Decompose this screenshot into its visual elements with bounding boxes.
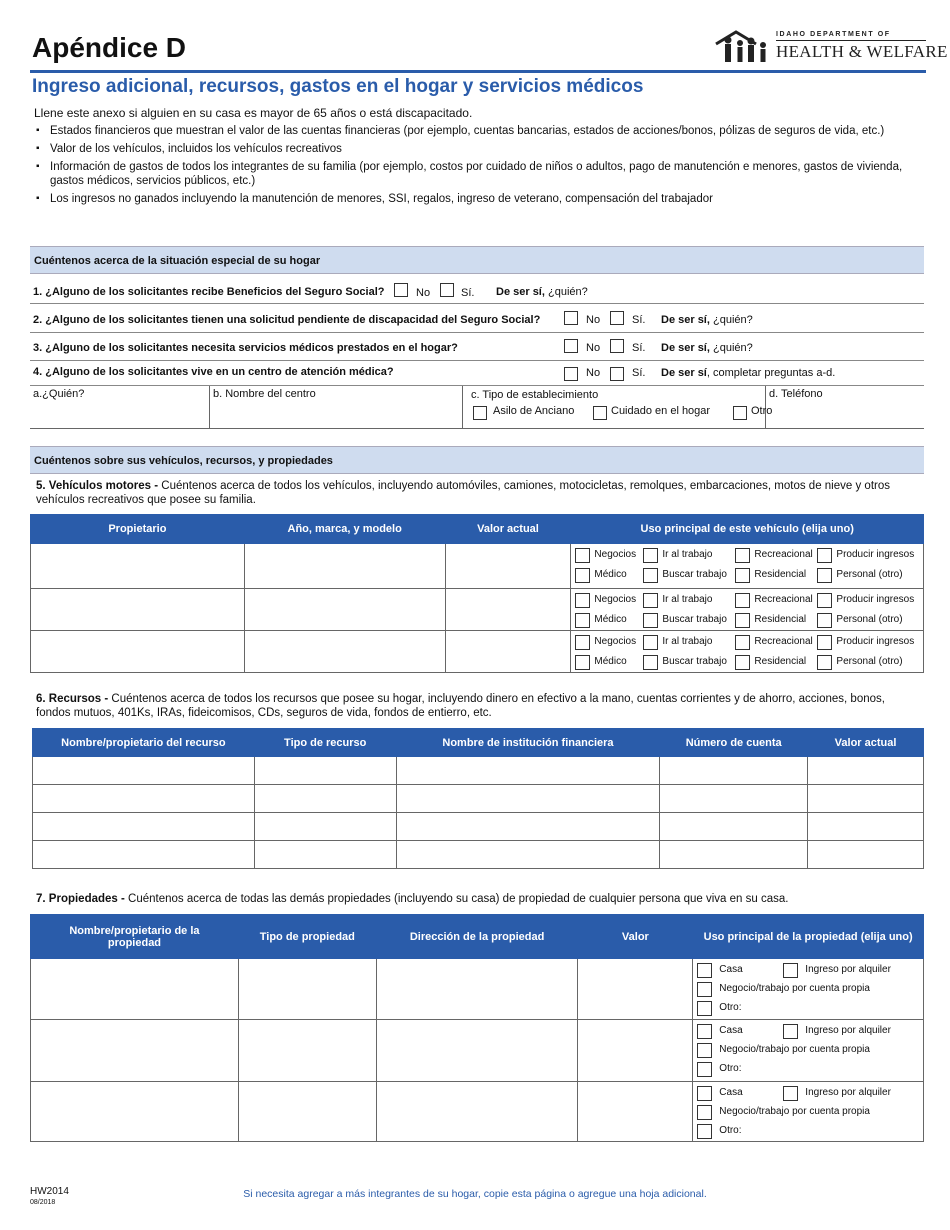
property-address-cell[interactable] (376, 1082, 578, 1142)
question-6-text (36, 692, 920, 720)
resource-row (33, 813, 924, 841)
property-use-label: Negocio/trabajo por cuenta propia (719, 1044, 870, 1055)
q1-no-label: No (416, 287, 431, 299)
bullet-item: ▪ Los ingresos no ganados incluyendo la manutención de menores, SSI, regalos, ingreso de veterano, compensación del trabajador (34, 192, 924, 206)
question-3-row (30, 333, 924, 361)
vehicle-use-label: Recreacional (754, 549, 813, 560)
facility-other-label: Otro (751, 405, 773, 417)
vehicles-header-row (31, 515, 924, 544)
q2-yes-label: Sí. (632, 314, 646, 326)
vehicle-use-label: Personal (otro) (836, 569, 903, 580)
vehicle-row (31, 631, 924, 673)
property-use-cell (693, 959, 924, 1020)
vehicle-use-options (571, 631, 923, 671)
vehicle-use-label: Negocios (594, 636, 637, 647)
facility-other-checkbox[interactable] (733, 406, 747, 420)
resource-cell[interactable] (808, 813, 924, 841)
q3-yes-label: Sí. (632, 342, 646, 354)
q2-no-label: No (586, 314, 601, 326)
vehicle-use-options (571, 589, 923, 629)
vehicle-use-label: Residencial (754, 569, 807, 580)
facility-details-row (30, 386, 924, 429)
vehicle-use-checkbox[interactable] (735, 593, 750, 608)
property-row (31, 959, 924, 1020)
vehicle-use-label: Recreacional (754, 594, 813, 605)
intro-text: Llene este anexo si alguien en su casa es mayor de 65 años o está discapacitado. (34, 106, 473, 120)
resource-cell[interactable] (660, 757, 808, 785)
property-use-checkbox[interactable] (783, 1086, 798, 1101)
intro-bullets (34, 124, 924, 210)
resources-table (32, 728, 924, 869)
property-owner-cell[interactable] (31, 959, 239, 1020)
resource-cell[interactable] (254, 785, 396, 813)
vehicle-value-cell[interactable] (445, 544, 571, 589)
vehicle-use-label: Médico (594, 656, 627, 667)
q1-no-checkbox[interactable] (394, 283, 408, 297)
q4-no-label: No (586, 367, 601, 379)
vehicles-col-value: Valor actual (445, 515, 571, 544)
q4-followup (661, 367, 835, 379)
resource-cell[interactable] (33, 813, 255, 841)
vehicle-row (31, 589, 924, 631)
footer-note: Si necesita agregar a más integrantes de su hogar, copie esta página o agregue una hoja adicional. (243, 1188, 707, 1200)
question-5-text (36, 479, 916, 507)
resource-cell[interactable] (254, 841, 396, 869)
vehicle-owner-cell[interactable] (31, 544, 245, 589)
question-2: 2. ¿Alguno de los solicitantes tienen una solicitud pendiente de discapacidad del Seguro Social? (33, 314, 541, 326)
header-rule (30, 70, 926, 73)
resource-cell[interactable] (396, 785, 660, 813)
family-icon (714, 28, 774, 64)
q1-followup (496, 286, 588, 298)
vehicle-use-label: Ir al trabajo (662, 549, 713, 560)
logo-agency-text: HEALTH & WELFARE (776, 42, 948, 61)
vehicles-col-use: Uso principal de este vehículo (elija uno) (571, 515, 924, 544)
property-use-label: Otro: (719, 1002, 742, 1013)
idhw-logo (714, 28, 948, 64)
resource-row (33, 841, 924, 869)
facility-home-care-checkbox[interactable] (593, 406, 607, 420)
logo-divider (776, 40, 926, 41)
vehicle-use-label: Producir ingresos (836, 549, 915, 560)
question-7-text (36, 892, 920, 906)
property-use-label: Otro: (719, 1125, 742, 1136)
resource-cell[interactable] (396, 841, 660, 869)
property-owner-cell[interactable] (31, 1082, 239, 1142)
q3-no-checkbox[interactable] (564, 339, 578, 353)
property-use-cell (693, 1020, 924, 1082)
question-5-title: 5. Vehículos motores - (36, 480, 159, 492)
properties-col-type: Tipo de propiedad (238, 915, 376, 959)
q2-no-checkbox[interactable] (564, 311, 578, 325)
vehicle-use-label: Personal (otro) (836, 614, 903, 625)
vehicles-table (30, 514, 924, 673)
properties-col-owner: Nombre/propietario de la propiedad (31, 915, 239, 959)
vehicle-use-label: Buscar trabajo (662, 569, 727, 580)
resource-cell[interactable] (33, 785, 255, 813)
facility-name-label: b. Nombre del centro (213, 388, 316, 400)
vehicle-use-checkbox[interactable] (575, 548, 590, 563)
question-7-desc: Cuéntenos acerca de todas las demás propiedades (incluyendo su casa) de propiedad de cualquier persona que viva en su casa. (124, 893, 789, 905)
question-7-title: Propiedades - (48, 893, 125, 905)
vehicle-use-checkbox[interactable] (643, 635, 658, 650)
q3-yes-checkbox[interactable] (610, 339, 624, 353)
vehicle-use-label: Producir ingresos (836, 594, 915, 605)
resources-col-value: Valor actual (808, 729, 924, 757)
vehicle-use-label: Negocios (594, 594, 637, 605)
q3-no-label: No (586, 342, 601, 354)
property-use-label: Ingreso por alquiler (805, 1025, 891, 1036)
vehicle-model-cell[interactable] (244, 544, 445, 589)
property-type-cell[interactable] (238, 1082, 376, 1142)
vehicle-use-checkbox[interactable] (817, 568, 832, 583)
vehicle-use-cell (571, 589, 924, 631)
property-use-checkbox[interactable] (697, 1024, 712, 1039)
property-use-checkbox[interactable] (697, 1001, 712, 1016)
vehicle-use-options (571, 544, 923, 584)
q3-followup (661, 342, 753, 354)
property-type-cell[interactable] (238, 959, 376, 1020)
resource-cell[interactable] (660, 785, 808, 813)
question-3: 3. ¿Alguno de los solicitantes necesita servicios médicos prestados en el hogar? (33, 342, 458, 354)
property-use-label: Casa (719, 1087, 743, 1098)
resource-row (33, 785, 924, 813)
vehicles-col-owner: Propietario (31, 515, 245, 544)
vehicle-use-checkbox[interactable] (817, 655, 832, 670)
property-use-checkbox[interactable] (697, 1124, 712, 1139)
section-vehicles-resources-header: Cuéntenos sobre sus vehículos, recursos, y propiedades (30, 446, 924, 474)
page-subtitle: Ingreso adicional, recursos, gastos en el hogar y servicios médicos (32, 76, 644, 97)
form-code: HW2014 (30, 1186, 69, 1197)
resources-col-account: Número de cuenta (660, 729, 808, 757)
resources-col-owner: Nombre/propietario del recurso (33, 729, 255, 757)
vehicle-use-label: Ir al trabajo (662, 636, 713, 647)
vehicle-use-label: Producir ingresos (836, 636, 915, 647)
vehicle-use-cell (571, 631, 924, 673)
vehicle-use-checkbox[interactable] (643, 568, 658, 583)
vehicle-owner-cell[interactable] (31, 631, 245, 673)
form-date: 08/2018 (30, 1199, 56, 1206)
vehicle-use-checkbox[interactable] (575, 635, 590, 650)
q1-yes-checkbox[interactable] (440, 283, 454, 297)
q3-followup-bold: De ser sí, (661, 342, 710, 354)
properties-col-address: Dirección de la propiedad (376, 915, 578, 959)
property-use-options (693, 1020, 923, 1078)
vehicle-use-cell (571, 544, 924, 589)
property-value-cell[interactable] (578, 959, 693, 1020)
property-use-label: Ingreso por alquiler (805, 964, 891, 975)
question-7-number: 7. (36, 893, 46, 905)
bullet-item: ▪ Valor de los vehículos, incluidos los vehículos recreativos (34, 142, 924, 156)
resource-cell[interactable] (808, 757, 924, 785)
vehicle-use-label: Negocios (594, 549, 637, 560)
property-value-cell[interactable] (578, 1082, 693, 1142)
resources-col-institution: Nombre de institución financiera (396, 729, 660, 757)
vehicle-use-checkbox[interactable] (817, 593, 832, 608)
property-use-checkbox[interactable] (697, 1043, 712, 1058)
facility-who-label: a.¿Quién? (33, 388, 85, 400)
property-use-label: Casa (719, 964, 743, 975)
property-use-label: Ingreso por alquiler (805, 1087, 891, 1098)
vehicle-use-label: Buscar trabajo (662, 656, 727, 667)
vehicle-use-checkbox[interactable] (817, 635, 832, 650)
vehicle-use-label: Médico (594, 614, 627, 625)
resource-cell[interactable] (808, 841, 924, 869)
property-use-label: Otro: (719, 1063, 742, 1074)
vehicle-use-checkbox[interactable] (735, 655, 750, 670)
q4-yes-checkbox[interactable] (610, 367, 624, 381)
q4-no-checkbox[interactable] (564, 367, 578, 381)
property-address-cell[interactable] (376, 959, 578, 1020)
page-title: Apéndice D (32, 32, 187, 63)
section-special-situation-header: Cuéntenos acerca de la situación especial de su hogar (30, 246, 924, 274)
q4-yes-label: Sí. (632, 367, 646, 379)
resource-cell[interactable] (660, 841, 808, 869)
property-type-cell[interactable] (238, 1020, 376, 1082)
vehicle-use-label: Médico (594, 569, 627, 580)
resource-cell[interactable] (33, 841, 255, 869)
properties-col-value: Valor (578, 915, 693, 959)
q2-yes-checkbox[interactable] (610, 311, 624, 325)
question-4: 4. ¿Alguno de los solicitantes vive en un centro de atención médica? (33, 366, 394, 378)
property-use-checkbox[interactable] (697, 982, 712, 997)
logo-department-text: IDAHO DEPARTMENT OF (776, 31, 891, 38)
vehicle-value-cell[interactable] (445, 589, 571, 631)
q1-followup-who: ¿quién? (547, 286, 588, 298)
vehicle-use-label: Recreacional (754, 636, 813, 647)
vehicle-use-checkbox[interactable] (643, 613, 658, 628)
property-use-label: Negocio/trabajo por cuenta propia (719, 983, 870, 994)
vehicle-use-label: Residencial (754, 656, 807, 667)
resources-col-type: Tipo de recurso (254, 729, 396, 757)
properties-col-use: Uso principal de la propiedad (elija uno) (693, 915, 924, 959)
q4-followup-bold: De ser sí (661, 367, 707, 379)
property-use-checkbox[interactable] (783, 963, 798, 978)
q2-followup (661, 314, 753, 326)
q2-followup-who: ¿quién? (712, 314, 753, 326)
property-use-options (693, 959, 923, 1017)
facility-nursing-home-checkbox[interactable] (473, 406, 487, 420)
question-5-desc: Cuéntenos acerca de todos los vehículos, incluyendo automóviles, camiones, motocicletas, remolques, embarcaciones, motos de nieve y otros vehículos recreativos que posee su familia. (36, 480, 890, 506)
vehicle-model-cell[interactable] (244, 631, 445, 673)
vehicle-use-checkbox[interactable] (735, 548, 750, 563)
property-use-options (693, 1082, 923, 1140)
property-row (31, 1082, 924, 1142)
property-address-cell[interactable] (376, 1020, 578, 1082)
resource-cell[interactable] (254, 813, 396, 841)
property-use-checkbox[interactable] (697, 1105, 712, 1120)
vehicle-owner-cell[interactable] (31, 589, 245, 631)
question-6-title: 6. Recursos - (36, 693, 109, 705)
facility-home-care-label: Cuidado en el hogar (611, 405, 711, 417)
resource-cell[interactable] (254, 757, 396, 785)
q1-yes-label: Sí. (461, 287, 475, 299)
vehicle-use-checkbox[interactable] (643, 593, 658, 608)
property-use-label: Negocio/trabajo por cuenta propia (719, 1106, 870, 1117)
vehicle-use-checkbox[interactable] (575, 613, 590, 628)
vehicle-use-checkbox[interactable] (575, 593, 590, 608)
facility-type-label: c. Tipo de establecimiento (471, 389, 599, 401)
bullet-item: ▪ Estados financieros que muestran el valor de las cuentas financieras (por ejemplo, cuentas bancarias, estados de acciones/bonos, pólizas de seguros de vida, etc.) (34, 124, 924, 138)
question-4-row (30, 361, 924, 386)
q1-followup-bold: De ser sí, (496, 286, 545, 298)
property-value-cell[interactable] (578, 1020, 693, 1082)
question-1: 1. ¿Alguno de los solicitantes recibe Beneficios del Seguro Social? (33, 286, 385, 298)
vehicle-model-cell[interactable] (244, 589, 445, 631)
vehicle-use-checkbox[interactable] (575, 568, 590, 583)
q3-followup-who: ¿quién? (712, 342, 753, 354)
property-use-checkbox[interactable] (697, 1062, 712, 1077)
question-1-row (30, 274, 924, 304)
vehicles-col-model: Año, marca, y modelo (244, 515, 445, 544)
properties-header-row (31, 915, 924, 959)
vehicle-row (31, 544, 924, 589)
vehicle-use-checkbox[interactable] (643, 548, 658, 563)
facility-who-field[interactable] (30, 386, 210, 428)
properties-table (30, 914, 924, 1142)
property-use-checkbox[interactable] (697, 1086, 712, 1101)
q4-followup-rest: , completar preguntas a-d. (706, 367, 836, 379)
vehicle-use-checkbox[interactable] (735, 613, 750, 628)
vehicle-use-checkbox[interactable] (643, 655, 658, 670)
facility-nursing-home-label: Asilo de Anciano (493, 405, 575, 417)
property-use-checkbox[interactable] (697, 963, 712, 978)
vehicle-use-checkbox[interactable] (735, 568, 750, 583)
vehicle-use-checkbox[interactable] (735, 635, 750, 650)
q2-followup-bold: De ser sí, (661, 314, 710, 326)
question-6-desc: Cuéntenos acerca de todos los recursos que posee su hogar, incluyendo dinero en efectivo a la mano, cuentas corrientes y de ahorro, acciones, bonos, fondos mutuos, 401Ks, IRAs, fideicomisos, CDs, seguros de vida, fondos de entierro, etc. (36, 693, 885, 719)
vehicle-use-label: Ir al trabajo (662, 594, 713, 605)
bullet-item: ▪ Información de gastos de todos los integrantes de su familia (por ejemplo, costos por cuidado de niños o adultos, pago de manutención e menores, gastos de vivienda, gastos médicos, servicios públicos, etc.) (34, 160, 924, 188)
question-2-row (30, 304, 924, 333)
property-owner-cell[interactable] (31, 1020, 239, 1082)
facility-name-field[interactable] (210, 386, 463, 428)
vehicle-use-label: Buscar trabajo (662, 614, 727, 625)
property-use-cell (693, 1082, 924, 1142)
property-use-label: Casa (719, 1025, 743, 1036)
resource-row (33, 757, 924, 785)
resource-cell[interactable] (396, 813, 660, 841)
facility-phone-label: d. Teléfono (769, 388, 823, 400)
vehicle-use-checkbox[interactable] (817, 613, 832, 628)
resources-header-row (33, 729, 924, 757)
property-use-checkbox[interactable] (783, 1024, 798, 1039)
vehicle-use-label: Residencial (754, 614, 807, 625)
facility-type-field (463, 386, 773, 428)
vehicle-use-checkbox[interactable] (575, 655, 590, 670)
facility-phone-field[interactable] (766, 386, 924, 428)
vehicle-use-checkbox[interactable] (817, 548, 832, 563)
resource-cell[interactable] (396, 757, 660, 785)
vehicle-use-label: Personal (otro) (836, 656, 903, 667)
resource-cell[interactable] (33, 757, 255, 785)
property-row (31, 1020, 924, 1082)
resource-cell[interactable] (808, 785, 924, 813)
vehicle-value-cell[interactable] (445, 631, 571, 673)
resource-cell[interactable] (660, 813, 808, 841)
